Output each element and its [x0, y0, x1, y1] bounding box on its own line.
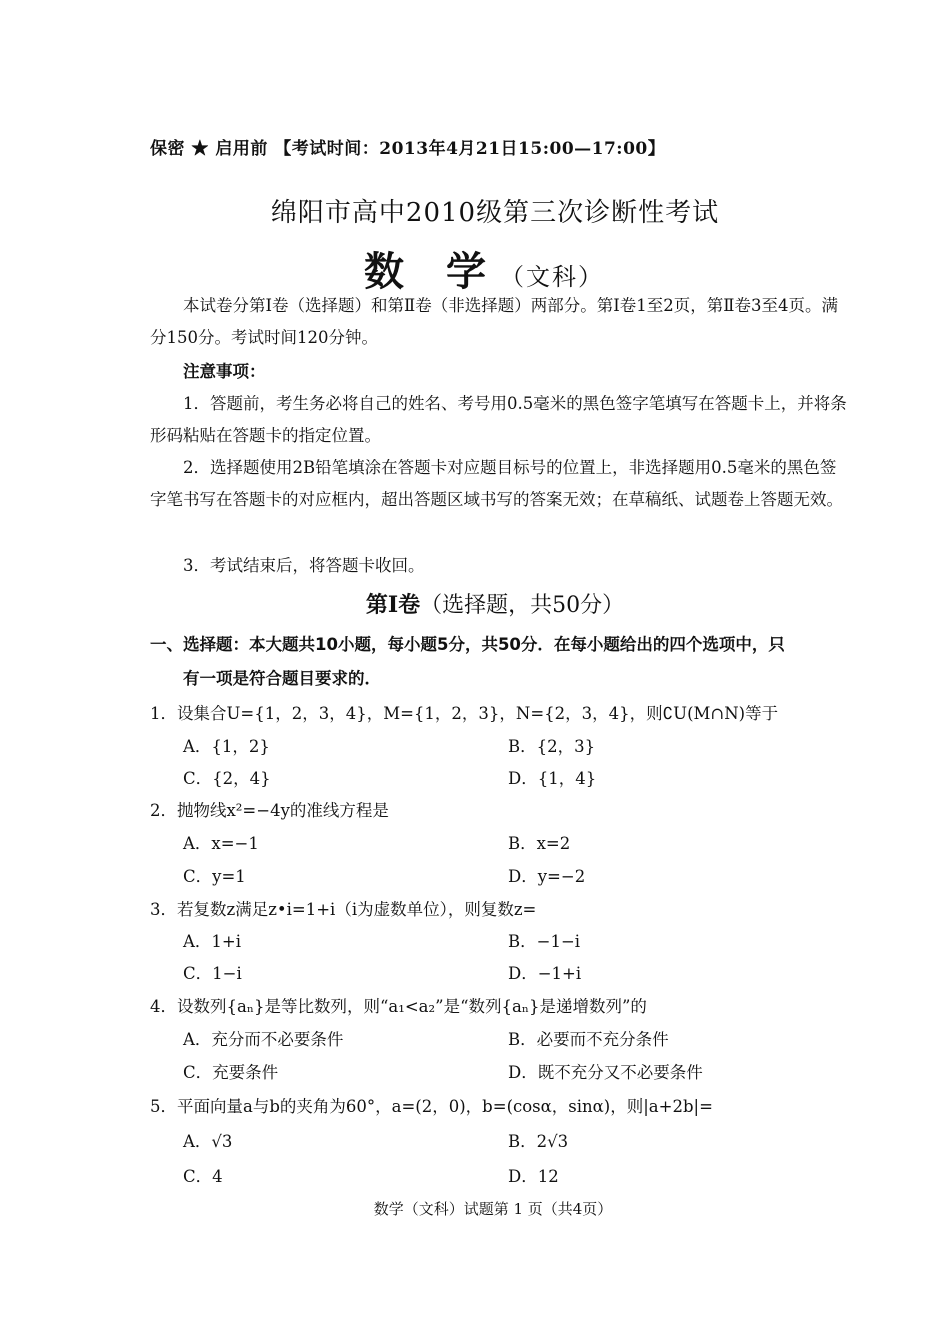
question-3-option-a: A．1+i	[183, 932, 242, 951]
section-description-line-2: 有一项是符合题目要求的．	[183, 669, 381, 688]
question-1-option-d: D．{1，4}	[508, 769, 597, 788]
section-description-line-1: 一、选择题：本大题共10小题，每小题5分，共50分．在每小题给出的四个选项中，只	[150, 635, 785, 654]
notice-item-3: 3．考试结束后，将答题卡收回。	[183, 556, 425, 575]
question-5-option-c: C．4	[183, 1167, 223, 1186]
section-title	[0, 588, 950, 619]
section-title-detail: （选择题，共50分）	[420, 593, 625, 618]
section-description	[150, 628, 855, 696]
notice-title: 注意事项：	[183, 362, 266, 381]
notice-item-1: 1．答题前，考生务必将自己的姓名、考号用0.5毫米的黑色签字笔填写在答题卡上，并将条形码粘贴在答题卡的指定位置。	[150, 394, 847, 445]
question-4-option-d: D．既不充分又不必要条件	[508, 1063, 703, 1082]
question-1-option-a: A．{1，2}	[183, 737, 270, 756]
question-2-stem: 2．抛物线x²=−4y的准线方程是	[150, 801, 389, 820]
question-5-option-b: B．2√3	[508, 1132, 569, 1151]
question-4-option-c: C．充要条件	[183, 1063, 279, 1082]
question-3-option-d: D．−1+i	[508, 964, 582, 983]
question-3-option-c: C．1−i	[183, 964, 242, 983]
question-5-stem: 5．平面向量a与b的夹角为60°，a=(2，0)，b=(cosα，sinα)，则|a+2b|=	[150, 1097, 713, 1116]
question-4-option-a: A．充分而不必要条件	[183, 1030, 344, 1049]
question-3-stem: 3．若复数z满足z•i=1+i（i为虚数单位），则复数z=	[150, 900, 537, 919]
question-2-option-b: B．x=2	[508, 834, 571, 853]
question-1-option-c: C．{2，4}	[183, 769, 271, 788]
question-5-option-a: A．√3	[183, 1132, 233, 1151]
page-footer: 数学（文科）试题第 1 页（共4页）	[373, 1200, 613, 1218]
question-2-option-c: C．y=1	[183, 867, 246, 886]
question-1-option-b: B．{2，3}	[508, 737, 596, 756]
question-2-option-a: A．x=−1	[183, 834, 259, 853]
subject-heading	[0, 240, 950, 297]
question-4-stem: 4．设数列{aₙ}是等比数列，则“a₁<a₂”是“数列{aₙ}是递增数列”的	[150, 997, 647, 1016]
confidential-header: 保密 ★ 启用前 【考试时间：2013年4月21日15:00—17:00】	[150, 139, 666, 159]
subject-name: 数 学	[364, 248, 500, 295]
subject-subtitle: （文科）	[499, 263, 604, 291]
intro-paragraph: 本试卷分第Ⅰ卷（选择题）和第Ⅱ卷（非选择题）两部分。第Ⅰ卷1至2页，第Ⅱ卷3至4页。满分150分。考试时间120分钟。	[150, 296, 838, 347]
question-5-option-d: D．12	[508, 1167, 559, 1186]
question-2-option-d: D．y=−2	[508, 867, 586, 886]
notice-item-2: 2．选择题使用2B铅笔填涂在答题卡对应题目标号的位置上，非选择题用0.5毫米的黑色签字笔书写在答题卡的对应框内，超出答题区域书写的答案无效；在草稿纸、试题卷上答题无效。	[150, 458, 843, 509]
exam-title: 绵阳市高中2010级第三次诊断性考试	[270, 198, 720, 228]
question-4-option-b: B．必要而不充分条件	[508, 1030, 669, 1049]
section-title-volume: 第Ⅰ卷	[365, 592, 421, 618]
question-3-option-b: B．−1−i	[508, 932, 581, 951]
question-1-stem: 1．设集合U={1，2，3，4}，M={1，2，3}，N={2，3，4}，则∁U(M∩N)等于	[150, 704, 779, 723]
